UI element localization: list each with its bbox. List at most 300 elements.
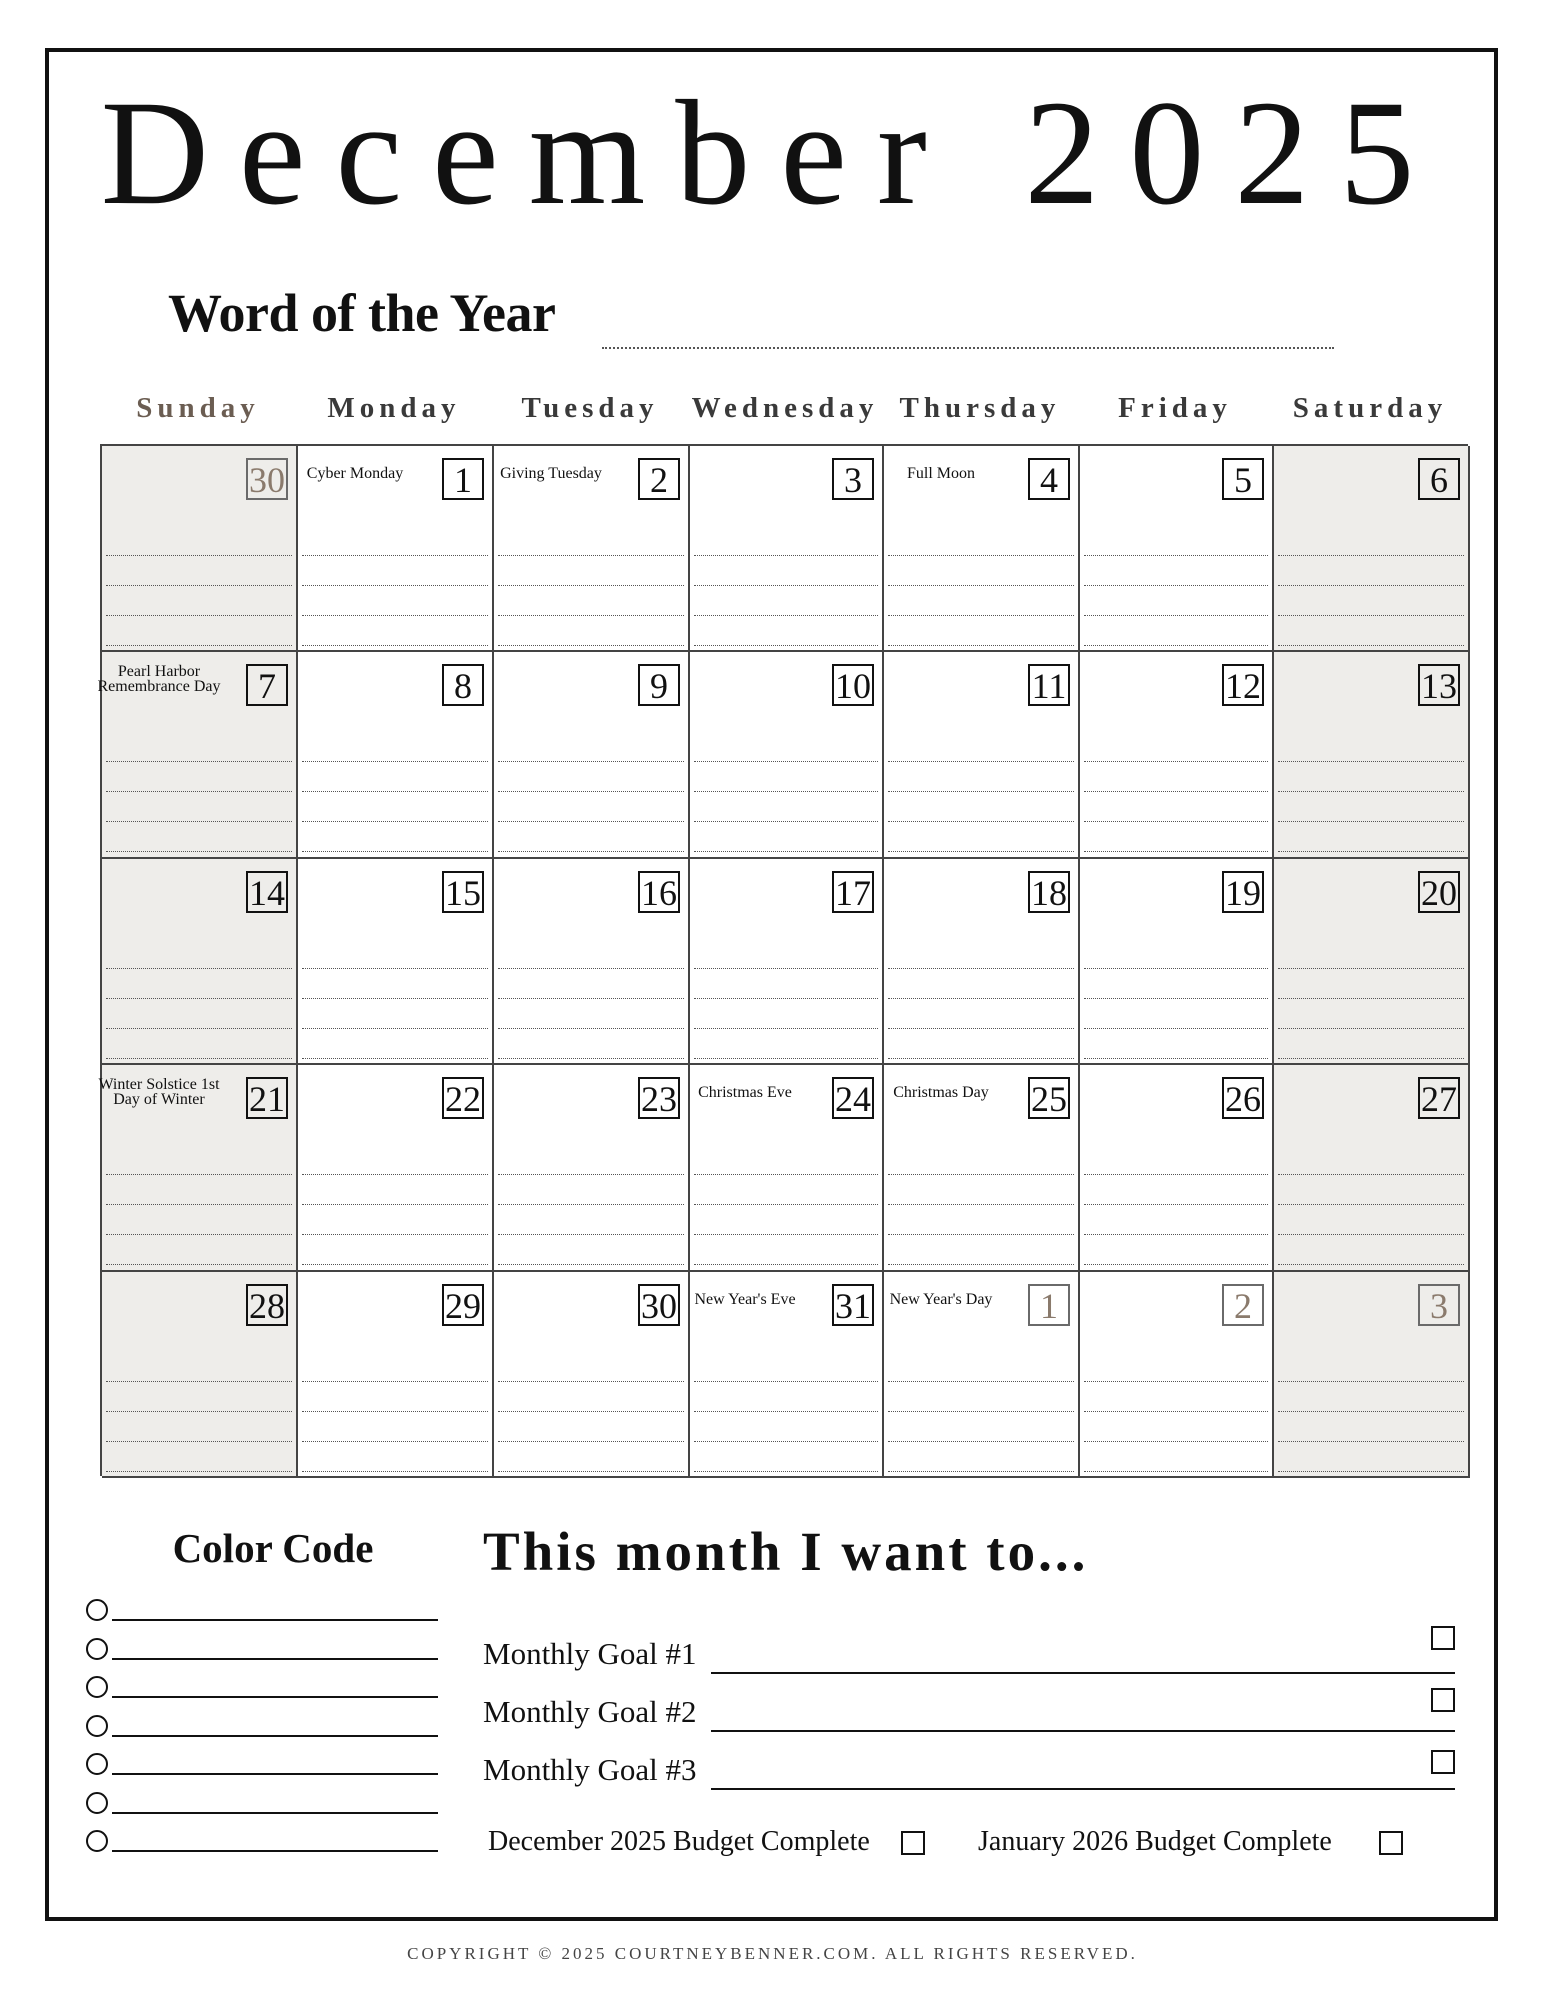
note-line: [1084, 1382, 1268, 1412]
day-event-label: Christmas Eve: [698, 1084, 792, 1102]
note-line: [302, 822, 488, 852]
note-line: [106, 999, 292, 1029]
day-number: 9: [638, 664, 680, 706]
day-number: 28: [246, 1284, 288, 1326]
day-number: 2: [1222, 1284, 1264, 1326]
note-line: [888, 1205, 1074, 1235]
day-number: 19: [1222, 871, 1264, 913]
note-line: [1084, 526, 1268, 556]
color-code-line: [112, 1850, 438, 1852]
note-line: [302, 969, 488, 999]
note-line: [302, 1235, 488, 1265]
note-line: [498, 732, 684, 762]
note-line: [106, 1412, 292, 1442]
day-cell[interactable]: [1274, 652, 1470, 858]
note-line: [106, 586, 292, 616]
note-lines[interactable]: [302, 1352, 488, 1472]
note-line: [1278, 939, 1464, 969]
note-line: [1084, 939, 1268, 969]
color-code-line: [112, 1658, 438, 1660]
december-budget-label: December 2025 Budget Complete: [488, 1826, 870, 1857]
note-line: [498, 526, 684, 556]
day-cell[interactable]: [1080, 859, 1274, 1065]
day-cell[interactable]: [1274, 1272, 1470, 1478]
day-cell[interactable]: [102, 1272, 298, 1478]
day-event-label: New Year's Eve: [694, 1290, 796, 1308]
day-number: 27: [1418, 1077, 1460, 1119]
day-number: 26: [1222, 1077, 1264, 1119]
note-line: [694, 999, 878, 1029]
day-number: 1: [442, 458, 484, 500]
note-line: [1278, 586, 1464, 616]
note-line: [498, 792, 684, 822]
note-line: [694, 1412, 878, 1442]
note-line: [1278, 732, 1464, 762]
color-swatch-circle[interactable]: [86, 1792, 108, 1814]
color-swatch-circle[interactable]: [86, 1715, 108, 1737]
note-line: [106, 732, 292, 762]
note-lines[interactable]: [498, 526, 684, 646]
note-line: [694, 969, 878, 999]
day-number: 8: [442, 664, 484, 706]
note-line: [302, 1175, 488, 1205]
note-line: [106, 1382, 292, 1412]
note-lines[interactable]: [888, 939, 1074, 1059]
weekday-tuesday: Tuesday: [521, 392, 659, 424]
note-line: [694, 1235, 878, 1265]
note-line: [1084, 1175, 1268, 1205]
day-number: 12: [1222, 664, 1264, 706]
weekday-friday: Friday: [1118, 392, 1232, 424]
note-lines[interactable]: [694, 732, 878, 852]
note-line: [302, 792, 488, 822]
note-line: [888, 1235, 1074, 1265]
day-cell[interactable]: [298, 652, 494, 858]
note-line: [1278, 1382, 1464, 1412]
note-lines[interactable]: [106, 1352, 292, 1472]
note-lines[interactable]: [106, 939, 292, 1059]
note-line: [1084, 999, 1268, 1029]
note-line: [106, 792, 292, 822]
color-code-line: [112, 1696, 438, 1698]
note-line: [694, 1029, 878, 1059]
goal-checkbox[interactable]: [1431, 1688, 1455, 1712]
note-line: [1084, 1145, 1268, 1175]
day-number: 6: [1418, 458, 1460, 500]
note-lines[interactable]: [888, 526, 1074, 646]
day-number: 3: [1418, 1284, 1460, 1326]
note-line: [1278, 822, 1464, 852]
note-line: [888, 1442, 1074, 1472]
note-lines[interactable]: [302, 939, 488, 1059]
day-number: 16: [638, 871, 680, 913]
note-line: [1278, 1442, 1464, 1472]
weekday-saturday: Saturday: [1292, 392, 1448, 424]
day-cell[interactable]: [1080, 1065, 1274, 1271]
day-number: 30: [246, 458, 288, 500]
day-number: 5: [1222, 458, 1264, 500]
note-lines[interactable]: [498, 732, 684, 852]
note-line: [498, 1352, 684, 1382]
note-line: [694, 792, 878, 822]
day-cell[interactable]: [690, 1272, 884, 1478]
day-cell[interactable]: [884, 1272, 1080, 1478]
note-line: [106, 1352, 292, 1382]
note-line: [888, 1029, 1074, 1059]
day-event-label: Full Moon: [906, 465, 975, 482]
note-line: [1278, 616, 1464, 646]
note-line: [1084, 1205, 1268, 1235]
day-number: 22: [442, 1077, 484, 1119]
goals-heading: This month I want to...: [483, 1521, 1089, 1582]
note-line: [1084, 556, 1268, 586]
note-line: [694, 1382, 878, 1412]
note-line: [888, 1382, 1074, 1412]
note-line: [106, 526, 292, 556]
note-lines[interactable]: [1084, 939, 1268, 1059]
day-number: 2: [638, 458, 680, 500]
color-code-row[interactable]: [86, 1713, 438, 1743]
day-cell[interactable]: [1274, 859, 1470, 1065]
day-event-label: New Year's Day: [889, 1290, 993, 1308]
note-line: [1084, 616, 1268, 646]
day-cell[interactable]: [494, 446, 690, 652]
note-lines[interactable]: [694, 939, 878, 1059]
note-line: [1278, 1412, 1464, 1442]
note-line: [694, 1175, 878, 1205]
day-cell[interactable]: [884, 652, 1080, 858]
note-line: [1084, 1029, 1268, 1059]
color-code-line: [112, 1619, 438, 1621]
note-line: [302, 616, 488, 646]
note-lines[interactable]: [1278, 939, 1464, 1059]
note-line: [694, 1352, 878, 1382]
note-line: [302, 1412, 488, 1442]
note-line: [694, 1145, 878, 1175]
day-cell[interactable]: [298, 1272, 494, 1478]
note-line: [1278, 1029, 1464, 1059]
day-cell[interactable]: [494, 859, 690, 1065]
day-event-label: Pearl Harbor Remembrance Day: [97, 663, 221, 696]
note-line: [888, 939, 1074, 969]
note-line: [498, 969, 684, 999]
day-event-label: Cyber Monday: [306, 465, 404, 482]
note-line: [1278, 556, 1464, 586]
note-lines[interactable]: [694, 1145, 878, 1265]
note-line: [498, 1029, 684, 1059]
monthly-goal-2[interactable]: [483, 1686, 1455, 1732]
goal-label: Monthly Goal #3: [483, 1752, 697, 1787]
goal-line: [711, 1672, 1455, 1674]
day-cell[interactable]: [298, 859, 494, 1065]
note-line: [302, 939, 488, 969]
day-number: 13: [1418, 664, 1460, 706]
weekday-monday: Monday: [327, 392, 461, 424]
color-code-row[interactable]: [86, 1828, 438, 1858]
note-line: [888, 1145, 1074, 1175]
day-cell[interactable]: [494, 1065, 690, 1271]
note-line: [1278, 1235, 1464, 1265]
note-line: [1278, 762, 1464, 792]
color-code-line: [112, 1735, 438, 1737]
day-cell[interactable]: [298, 446, 494, 652]
day-number: 10: [832, 664, 874, 706]
weekday-thursday: Thursday: [899, 392, 1061, 424]
note-line: [888, 762, 1074, 792]
note-line: [498, 1382, 684, 1412]
note-line: [498, 1175, 684, 1205]
note-line: [694, 732, 878, 762]
day-number: 11: [1028, 664, 1070, 706]
note-line: [106, 762, 292, 792]
day-event-label: Giving Tuesday: [500, 465, 602, 482]
note-line: [1278, 999, 1464, 1029]
note-line: [302, 1029, 488, 1059]
note-line: [106, 1205, 292, 1235]
color-code-row[interactable]: [86, 1790, 438, 1820]
day-cell[interactable]: [884, 1065, 1080, 1271]
note-line: [888, 556, 1074, 586]
color-code-row[interactable]: [86, 1636, 438, 1666]
color-code-row[interactable]: [86, 1751, 438, 1781]
note-lines[interactable]: [302, 732, 488, 852]
note-line: [694, 1205, 878, 1235]
word-of-year-field[interactable]: [602, 347, 1334, 349]
note-line: [694, 586, 878, 616]
note-lines[interactable]: [498, 1352, 684, 1472]
note-line: [694, 616, 878, 646]
color-swatch-circle[interactable]: [86, 1830, 108, 1852]
page-title: December 2025: [100, 70, 1445, 236]
note-line: [302, 556, 488, 586]
note-line: [888, 1352, 1074, 1382]
goal-label: Monthly Goal #1: [483, 1636, 697, 1671]
note-line: [106, 1235, 292, 1265]
note-line: [498, 822, 684, 852]
note-line: [1084, 732, 1268, 762]
note-line: [1084, 1352, 1268, 1382]
note-line: [302, 999, 488, 1029]
note-line: [1084, 762, 1268, 792]
note-lines[interactable]: [1084, 1352, 1268, 1472]
day-cell[interactable]: [102, 859, 298, 1065]
note-line: [888, 526, 1074, 556]
day-number: 17: [832, 871, 874, 913]
day-number: 1: [1028, 1284, 1070, 1326]
day-cell[interactable]: [690, 652, 884, 858]
note-line: [302, 762, 488, 792]
note-lines[interactable]: [888, 732, 1074, 852]
day-number: 14: [246, 871, 288, 913]
note-lines[interactable]: [1084, 526, 1268, 646]
note-line: [498, 616, 684, 646]
january-budget-checkbox[interactable]: [1379, 1831, 1403, 1855]
day-cell[interactable]: [884, 446, 1080, 652]
note-line: [1278, 969, 1464, 999]
day-number: 15: [442, 871, 484, 913]
weekday-sunday: Sunday: [136, 392, 260, 424]
calendar-grid: [97, 444, 1468, 1476]
note-line: [1278, 1205, 1464, 1235]
note-line: [498, 1235, 684, 1265]
note-line: [1084, 822, 1268, 852]
note-line: [498, 1442, 684, 1472]
color-swatch-circle[interactable]: [86, 1599, 108, 1621]
note-line: [1278, 1352, 1464, 1382]
note-line: [694, 556, 878, 586]
goal-line: [711, 1730, 1455, 1732]
note-line: [1084, 586, 1268, 616]
january-budget-label: January 2026 Budget Complete: [978, 1826, 1332, 1857]
note-line: [302, 586, 488, 616]
goal-line: [711, 1788, 1455, 1790]
note-lines[interactable]: [498, 939, 684, 1059]
day-cell[interactable]: [690, 1065, 884, 1271]
day-cell[interactable]: [98, 1065, 298, 1271]
note-line: [888, 732, 1074, 762]
note-line: [302, 732, 488, 762]
note-line: [498, 586, 684, 616]
color-code-title: Color Code: [172, 1525, 374, 1571]
monthly-goal-3[interactable]: [483, 1744, 1455, 1790]
note-lines[interactable]: [106, 1145, 292, 1265]
goal-checkbox[interactable]: [1431, 1750, 1455, 1774]
color-code-row[interactable]: [86, 1674, 438, 1704]
note-lines[interactable]: [106, 732, 292, 852]
day-cell[interactable]: [1080, 1272, 1274, 1478]
note-line: [888, 969, 1074, 999]
day-cell[interactable]: [494, 652, 690, 858]
day-cell[interactable]: [97, 652, 298, 858]
note-line: [106, 1175, 292, 1205]
note-lines[interactable]: [302, 1145, 488, 1265]
note-lines[interactable]: [1084, 1145, 1268, 1265]
note-line: [302, 1382, 488, 1412]
day-event-label: Christmas Day: [893, 1084, 989, 1102]
color-swatch-circle[interactable]: [86, 1753, 108, 1775]
day-cell[interactable]: [884, 859, 1080, 1065]
copyright-notice: COPYRIGHT © 2025 COURTNEYBENNER.COM. ALL RIGHTS RESERVED.: [407, 1944, 1138, 1963]
note-line: [498, 556, 684, 586]
day-cell[interactable]: [1080, 652, 1274, 858]
day-cell[interactable]: [494, 1272, 690, 1478]
note-line: [1084, 1442, 1268, 1472]
note-lines[interactable]: [888, 1145, 1074, 1265]
note-lines[interactable]: [888, 1352, 1074, 1472]
note-line: [1278, 1175, 1464, 1205]
note-lines[interactable]: [694, 1352, 878, 1472]
day-number: 20: [1418, 871, 1460, 913]
note-line: [888, 792, 1074, 822]
note-line: [1084, 1235, 1268, 1265]
note-line: [888, 999, 1074, 1029]
day-number: 3: [832, 458, 874, 500]
note-line: [888, 1412, 1074, 1442]
december-budget-checkbox[interactable]: [901, 1831, 925, 1855]
note-line: [1084, 1412, 1268, 1442]
note-line: [302, 1145, 488, 1175]
note-line: [106, 556, 292, 586]
goal-checkbox[interactable]: [1431, 1626, 1455, 1650]
note-line: [1084, 792, 1268, 822]
day-number: 30: [638, 1284, 680, 1326]
note-line: [498, 1412, 684, 1442]
note-line: [694, 939, 878, 969]
weekday-wednesday: Wednesday: [691, 392, 879, 424]
day-number: 24: [832, 1077, 874, 1119]
note-line: [888, 586, 1074, 616]
note-line: [888, 822, 1074, 852]
day-number: 29: [442, 1284, 484, 1326]
day-cell[interactable]: [1274, 446, 1470, 652]
note-lines[interactable]: [1278, 1352, 1464, 1472]
day-number: 7: [246, 664, 288, 706]
color-swatch-circle[interactable]: [86, 1638, 108, 1660]
note-line: [498, 1205, 684, 1235]
color-code-line: [112, 1773, 438, 1775]
note-line: [694, 822, 878, 852]
note-lines[interactable]: [302, 526, 488, 646]
note-lines[interactable]: [1278, 526, 1464, 646]
note-line: [302, 1205, 488, 1235]
note-line: [498, 1145, 684, 1175]
note-line: [106, 969, 292, 999]
note-line: [106, 1145, 292, 1175]
note-line: [498, 762, 684, 792]
note-lines[interactable]: [1278, 732, 1464, 852]
day-cell[interactable]: [690, 859, 884, 1065]
day-event-label: Winter Solstice 1st Day of Winter: [98, 1076, 220, 1109]
goal-label: Monthly Goal #2: [483, 1694, 697, 1729]
day-number: 18: [1028, 871, 1070, 913]
day-number: 4: [1028, 458, 1070, 500]
monthly-goal-1[interactable]: [483, 1628, 1455, 1674]
note-lines[interactable]: [498, 1145, 684, 1265]
note-line: [694, 526, 878, 556]
note-line: [1278, 792, 1464, 822]
note-line: [1278, 1145, 1464, 1175]
note-line: [888, 1175, 1074, 1205]
note-line: [106, 822, 292, 852]
note-lines[interactable]: [106, 526, 292, 646]
note-line: [694, 1442, 878, 1472]
day-cell[interactable]: [298, 1065, 494, 1271]
day-cell[interactable]: [1274, 1065, 1470, 1271]
note-lines[interactable]: [1278, 1145, 1464, 1265]
note-line: [498, 999, 684, 1029]
day-number: 31: [832, 1284, 874, 1326]
note-lines[interactable]: [1084, 732, 1268, 852]
weekday-header: [100, 392, 1468, 432]
note-line: [1278, 526, 1464, 556]
note-line: [498, 939, 684, 969]
day-cell[interactable]: [1080, 446, 1274, 652]
note-line: [888, 616, 1074, 646]
note-line: [302, 526, 488, 556]
day-cell[interactable]: [102, 446, 298, 652]
note-line: [106, 1029, 292, 1059]
day-number: 25: [1028, 1077, 1070, 1119]
note-line: [106, 1442, 292, 1472]
color-code-row[interactable]: [86, 1597, 438, 1627]
word-of-year-label: Word of the Year: [168, 283, 556, 343]
note-line: [106, 939, 292, 969]
note-lines[interactable]: [694, 526, 878, 646]
note-line: [106, 616, 292, 646]
day-cell[interactable]: [690, 446, 884, 652]
day-number: 21: [246, 1077, 288, 1119]
color-swatch-circle[interactable]: [86, 1676, 108, 1698]
